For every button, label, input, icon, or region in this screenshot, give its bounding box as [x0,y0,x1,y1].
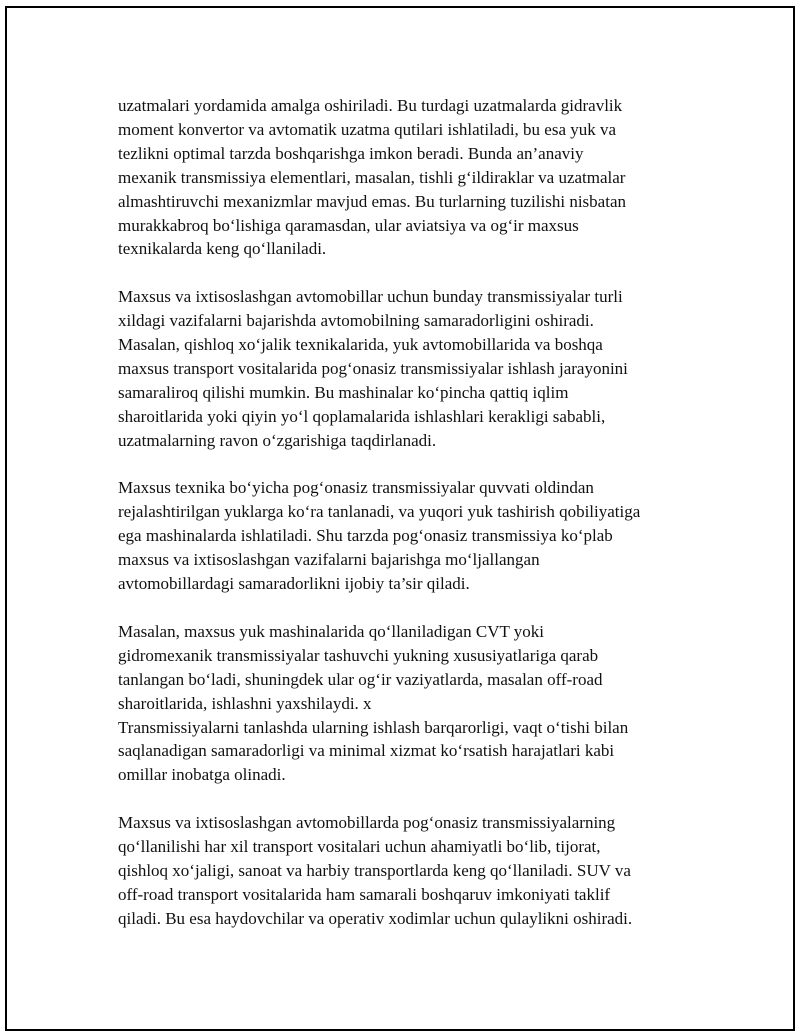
text-line: saqlanadigan samaradorligi va minimal xizmat ko‘rsatish harajatlari kabi [118,741,615,761]
text-line: Transmissiyalarni tanlashda ularning ishlash barqarorligi, vaqt o‘tishi bilan [118,717,629,737]
text-line: texnikalarda keng qo‘llaniladi. [118,239,327,259]
text-line: qishloq xo‘jaligi, sanoat va harbiy transportlarda keng qo‘llaniladi. SUV va [118,860,631,880]
text-line: tezlikni optimal tarzda boshqarishga imkon beradi. Bunda an’anaviy [118,143,584,163]
text-line: ega mashinalarda ishlatiladi. Shu tarzda pog‘onasiz transmissiya ko‘plab [118,526,613,546]
text-line: xildagi vazifalarni bajarishda avtomobilning samaradorligini oshiradi. [118,311,594,331]
text-line: gidromexanik transmissiyalar tashuvchi yukning xususiyatlariga qarab [118,645,599,665]
document-page [5,6,795,1031]
text-line: murakkabroq bo‘lishiga qaramasdan, ular aviatsiya va og‘ir maxsus [118,215,579,235]
text-line: sharoitlarida, ishlashni yaxshilaydi. x [118,693,372,713]
text-line: Masalan, qishloq xo‘jalik texnikalarida, yuk avtomobillarida va boshqa [118,335,603,355]
paragraph-2 [118,285,688,452]
text-line: Masalan, maxsus yuk mashinalarida qo‘llaniladigan CVT yoki [118,621,545,641]
text-line: tanlangan bo‘ladi, shuningdek ular og‘ir vaziyatlarda, masalan off-road [118,669,603,689]
text-line: samaraliroq qilishi mumkin. Bu mashinalar ko‘pincha qattiq iqlim [118,382,569,402]
text-line: qiladi. Bu esa haydovchilar va operativ xodimlar uchun qulaylikni oshiradi. [118,908,633,928]
paragraph-5 [118,811,688,931]
text-line: qo‘llanilishi har xil transport vositalari uchun ahamiyatli bo‘lib, tijorat, [118,837,601,857]
text-line: maxsus va ixtisoslashgan vazifalarni bajarishga mo‘ljallangan [118,550,540,570]
text-line: sharoitlarida yoki qiyin yo‘l qoplamalarida ishlashlari kerakligi sababli, [118,406,606,426]
text-line: Maxsus texnika bo‘yicha pog‘onasiz transmissiyalar quvvati oldindan [118,478,594,498]
text-line: avtomobillardagi samaradorlikni ijobiy ta’sir qiladi. [118,574,470,594]
text-line: omillar inobatga olinadi. [118,765,286,785]
document-body [118,94,688,955]
text-line: Maxsus va ixtisoslashgan avtomobillar uchun bunday transmissiyalar turli [118,287,623,307]
paragraph-4 [118,620,688,787]
text-line: uzatmalarning ravon o‘zgarishiga taqdirlanadi. [118,430,437,450]
text-line: rejalashtirilgan yuklarga ko‘ra tanlanadi, va yuqori yuk tashirish qobiliyatiga [118,502,641,522]
text-line: uzatmalari yordamida amalga oshiriladi. Bu turdagi uzatmalarda gidravlik [118,96,623,115]
text-line: mexanik transmissiya elementlari, masalan, tishli g‘ildiraklar va uzatmalar [118,167,626,187]
paragraph-1 [118,94,688,261]
text-line: off-road transport vositalarida ham samarali boshqaruv imkoniyati taklif [118,884,611,904]
paragraph-3 [118,476,688,596]
text-line: almashtiruvchi mexanizmlar mavjud emas. Bu turlarning tuzilishi nisbatan [118,191,626,211]
text-line: moment konvertor va avtomatik uzatma qutilari ishlatiladi, bu esa yuk va [118,119,617,139]
text-line: Maxsus va ixtisoslashgan avtomobillarda pog‘onasiz transmissiyalarning [118,813,616,833]
text-line: maxsus transport vositalarida pog‘onasiz transmissiyalar ishlash jarayonini [118,358,628,378]
